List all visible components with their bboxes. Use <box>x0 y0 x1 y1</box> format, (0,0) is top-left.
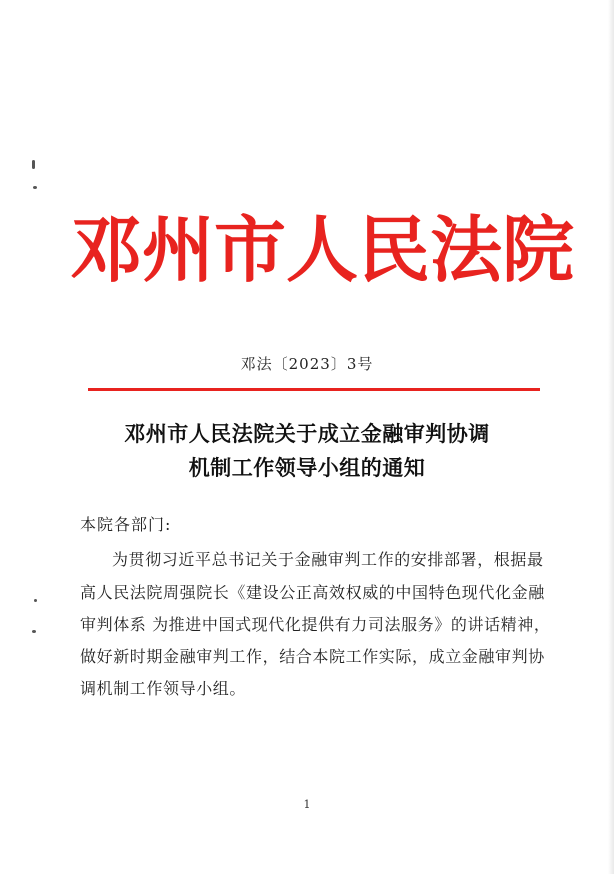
document-title-line-1: 邓州市人民法院关于成立金融审判协调 <box>124 421 490 446</box>
body-line: 调机制工作领导小组。 <box>80 679 247 698</box>
body-line: 做好新时期金融审判工作，结合本院工作实际，成立金融审判协 <box>80 647 545 666</box>
document-number: 邓法〔2023〕3号 <box>240 355 374 373</box>
red-divider-line <box>88 388 540 391</box>
scan-speck <box>33 186 37 189</box>
salutation: 本院各部门: <box>80 515 172 534</box>
scan-speck <box>32 630 36 633</box>
document-title-line-2: 机制工作领导小组的通知 <box>188 455 426 480</box>
issuing-authority-header: 邓州市人民法院 <box>70 207 575 292</box>
body-line: 高人民法院周强院长《建设公正高效权威的中国特色现代化金融 <box>80 583 545 602</box>
scan-speck <box>34 599 37 602</box>
body-line: 审判体系 为推进中国式现代化提供有力司法服务》的讲话精神， <box>80 615 551 634</box>
page-number: 1 <box>303 798 311 811</box>
body-line: 为贯彻习近平总书记关于金融审判工作的安排部署，根据最 <box>112 550 544 569</box>
scan-speck <box>32 160 35 169</box>
